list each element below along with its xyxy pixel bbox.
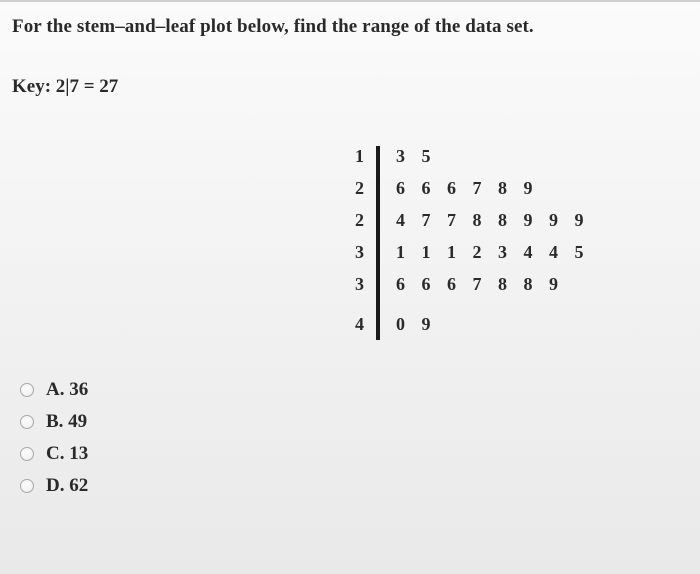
- leaf-row-3: 4 7 7 8 8 9 9 9: [396, 210, 590, 230]
- option-d[interactable]: [20, 470, 88, 502]
- stem-divider-line: [376, 146, 380, 340]
- leaf-row-6: 0 9: [396, 314, 437, 334]
- radio-button-b[interactable]: [20, 415, 34, 429]
- leaf-row-1: 3 5: [396, 146, 437, 166]
- stem-row-1: 1: [355, 146, 364, 166]
- stem-row-2: 2: [355, 178, 364, 198]
- stem-leaf-plot: [330, 142, 590, 342]
- stem-row-4: 3: [355, 242, 364, 262]
- answer-options: [20, 374, 88, 502]
- radio-button-a[interactable]: [20, 383, 34, 397]
- leaf-row-4: 1 1 1 2 3 4 4 5: [396, 242, 590, 262]
- plot-key: Key: 2|7 = 27: [12, 76, 119, 97]
- radio-button-c[interactable]: [20, 447, 34, 461]
- stem-row-3: 2: [355, 210, 364, 230]
- stem-row-5: 3: [355, 274, 364, 294]
- question-text: For the stem–and–leaf plot below, find the range of the data set.: [12, 16, 534, 37]
- stem-row-6: 4: [355, 314, 364, 334]
- option-c-label: C. 13: [46, 443, 89, 464]
- option-b-label: B. 49: [46, 411, 88, 432]
- option-c[interactable]: [20, 438, 88, 470]
- option-d-label: D. 62: [46, 475, 89, 496]
- option-a[interactable]: [20, 374, 88, 406]
- option-a-label: A. 36: [46, 379, 89, 400]
- leaf-row-5: 6 6 6 7 8 8 9: [396, 274, 564, 294]
- leaf-row-2: 6 6 6 7 8 9: [396, 178, 539, 198]
- top-border: [0, 0, 700, 2]
- radio-button-d[interactable]: [20, 479, 34, 493]
- option-b[interactable]: [20, 406, 88, 438]
